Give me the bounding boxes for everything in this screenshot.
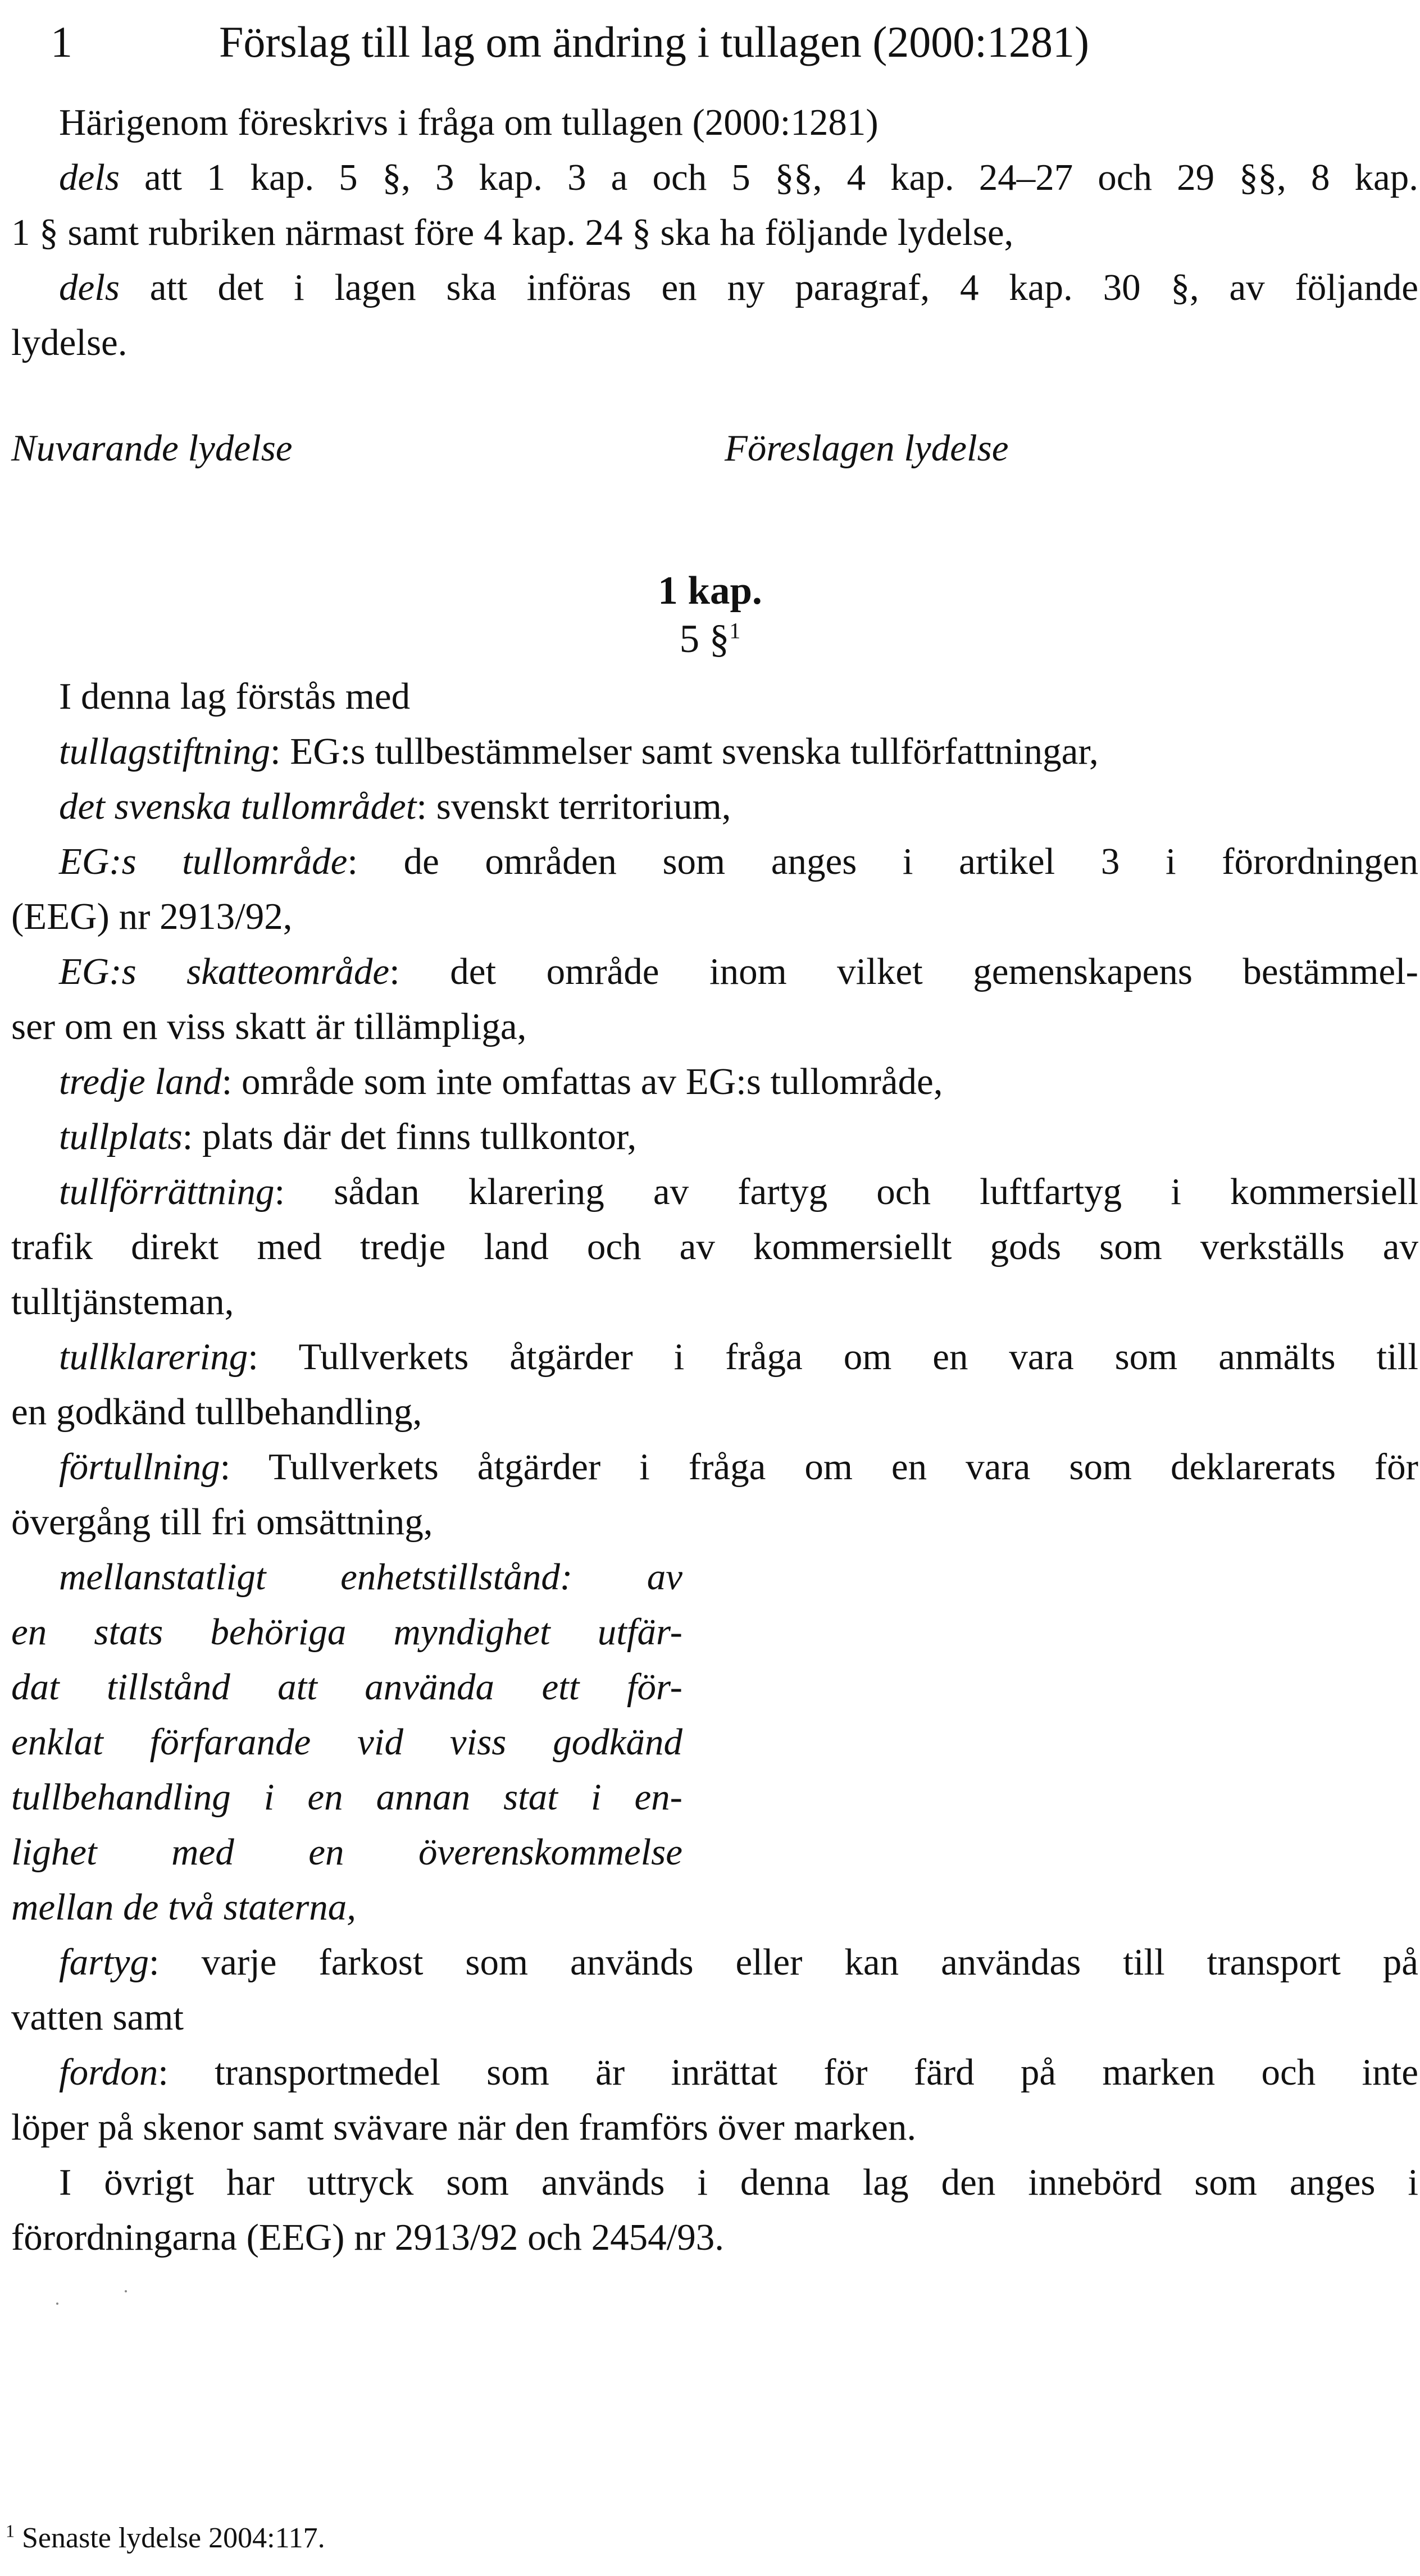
body-line-18: vatten samt — [11, 1996, 184, 2038]
body-line-16: övergång till fri omsättning, — [11, 1501, 433, 1543]
scan-speck — [56, 2303, 58, 2305]
column-header-current: Nuvarande lydelse — [11, 427, 293, 469]
chapter-title: 1 kap. — [658, 569, 762, 613]
body-line-10: tullförrättning: sådan klarering av fartyg och luftfartyg i kommersiell — [59, 1171, 1418, 1212]
current-col-line-6: lighet med en överenskommelse — [11, 1831, 682, 1873]
body-line-12: tulltjänsteman, — [11, 1281, 234, 1323]
intro-line-4: dels att det i lagen ska införas en ny paragraf, 4 kap. 30 §, av följande — [59, 267, 1418, 308]
heading-title: Förslag till lag om ändring i tullagen (2000:1281) — [219, 17, 1089, 66]
body-line-17: fartyg: varje farkost som används eller kan användas till transport på — [59, 1941, 1418, 1983]
body-line-4: EG:s tullområde: de områden som anges i artikel 3 i förordningen — [59, 841, 1418, 882]
body-line-20: löper på skenor samt svävare när den framförs över marken. — [11, 2107, 917, 2148]
body-line-3: det svenska tullområdet: svenskt territorium, — [59, 786, 731, 827]
body-line-14: en godkänd tullbehandling, — [11, 1391, 422, 1433]
scan-speck — [125, 2290, 127, 2292]
body-line-6: EG:s skatteområde: det område inom vilket gemenskapens bestämmel- — [59, 951, 1418, 992]
intro-line-1: Härigenom föreskrivs i fråga om tullagen (2000:1281) — [59, 102, 879, 143]
body-line-19: fordon: transportmedel som är inrättat för färd på marken och inte — [59, 2051, 1418, 2093]
intro-line-2: dels att 1 kap. 5 §, 3 kap. 3 a och 5 §§, 4 kap. 24–27 och 29 §§, 8 kap. — [59, 157, 1418, 198]
body-line-5: (EEG) nr 2913/92, — [11, 896, 293, 937]
body-line-1: I denna lag förstås med — [59, 676, 411, 717]
intro-line-3: 1 § samt rubriken närmast före 4 kap. 24 § ska ha följande lydelse, — [11, 212, 1014, 253]
heading-number: 1 — [51, 17, 72, 66]
current-col-line-4: enklat förfarande vid viss godkänd — [11, 1721, 682, 1763]
current-col-line-5: tullbehandling i en annan stat i en- — [11, 1776, 682, 1818]
body-line-22: förordningarna (EEG) nr 2913/92 och 2454/93. — [11, 2217, 724, 2258]
body-line-2: tullagstiftning: EG:s tullbestämmelser samt svenska tullförfattningar, — [59, 731, 1099, 772]
current-col-line-3: dat tillstånd att använda ett för- — [11, 1666, 682, 1708]
proposal-heading — [51, 11, 1089, 73]
footnote-ref: 1 — [729, 618, 741, 644]
body-line-9: tullplats: plats där det finns tullkontor, — [59, 1116, 637, 1157]
column-header-proposed: Föreslagen lydelse — [725, 427, 1009, 469]
current-col-line-2: en stats behöriga myndighet utfär- — [11, 1611, 682, 1653]
intro-line-5: lydelse. — [11, 322, 128, 363]
current-col-line-1: mellanstatligt enhetstillstånd: av — [59, 1556, 682, 1598]
body-line-15: förtullning: Tullverkets åtgärder i fråga om en vara som deklarerats för — [59, 1446, 1418, 1488]
body-line-21: I övrigt har uttryck som används i denna lag den innebörd som anges i — [59, 2162, 1418, 2203]
body-line-11: trafik direkt med tredje land och av kommersiellt gods som verkställs av — [11, 1226, 1418, 1268]
body-line-7: ser om en viss skatt är tillämpliga, — [11, 1006, 527, 1047]
body-line-8: tredje land: område som inte omfattas av EG:s tullområde, — [59, 1061, 943, 1102]
body-line-13: tullklarering: Tullverkets åtgärder i fråga om en vara som anmälts till — [59, 1336, 1418, 1378]
current-col-line-7: mellan de två staterna, — [11, 1886, 357, 1928]
section-number: 5 §$^1$ — [679, 617, 741, 661]
footnote: $^1$ Senaste lydelse 2004:117. — [6, 2520, 325, 2554]
